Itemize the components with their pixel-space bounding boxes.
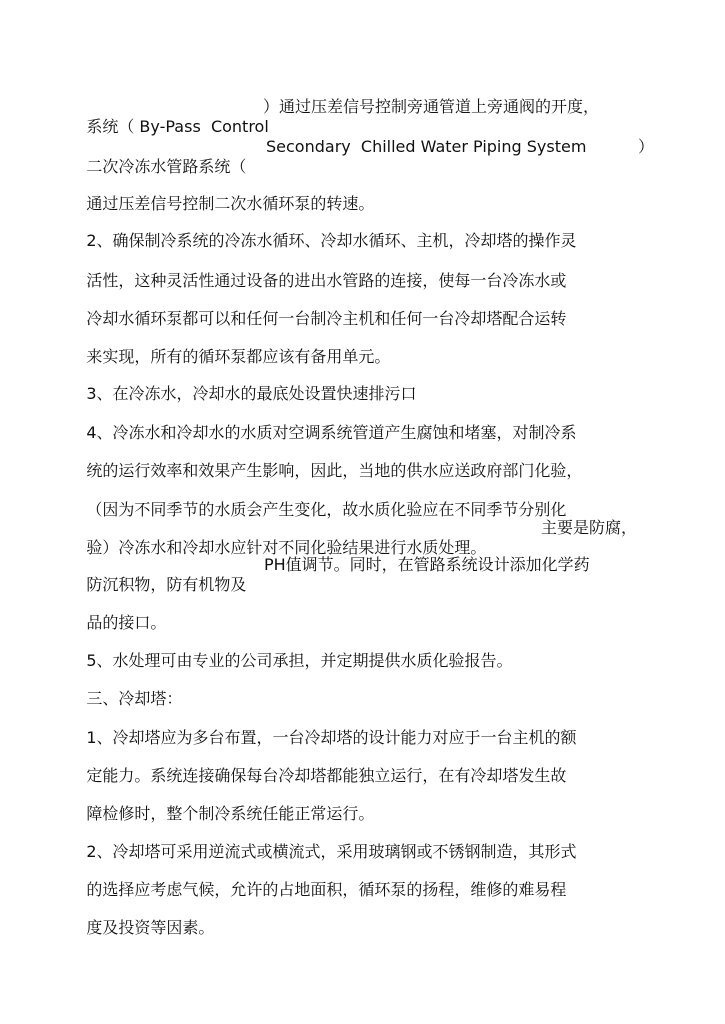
text-segment: 主要是防腐， bbox=[541, 518, 638, 537]
text-segment: 5、水处理可由专业的公司承担，并定期提供水质化验报告。 bbox=[86, 651, 513, 670]
text-segment: PH值调节。同时，在管路系统设计添加化学药 bbox=[264, 555, 590, 574]
text-segment: （因为不同季节的水质会产生变化，故水质化验应在不同季节分别化 bbox=[86, 500, 567, 519]
text-segment: 二次冷冻水管路系统（ bbox=[86, 157, 247, 176]
text-segment: 2、冷却塔可采用逆流式或横流式，采用玻璃钢或不锈钢制造，其形式 bbox=[86, 842, 577, 861]
text-segment: 品的接口。 bbox=[86, 613, 167, 632]
text-segment: 2、确保制冷系统的冷冻水循环、冷却水循环、主机，冷却塔的操作灵 bbox=[86, 231, 577, 250]
text-segment: 定能力。系统连接确保每台冷却塔都能独立运行，在有冷却塔发生故 bbox=[86, 766, 567, 785]
text-segment: 3、在冷冻水，冷却水的最底处设置快速排污口 bbox=[86, 384, 417, 403]
text-segment: ）通过压差信号控制旁通管道上旁通阀的开度， bbox=[263, 97, 600, 116]
text-segment: 验）冷冻水和冷却水应针对不同化验结果进行水质处理。 bbox=[86, 538, 487, 557]
text-segment: 通过压差信号控制二次水循环泵的转速。 bbox=[86, 194, 375, 213]
text-segment: 来实现，所有的循环泵都应该有备用单元。 bbox=[86, 347, 391, 366]
text-segment: 度及投资等因素。 bbox=[86, 918, 215, 937]
text-segment: 障检修时，整个制冷系统任能正常运行。 bbox=[86, 804, 375, 823]
text-segment: 三、冷却塔： bbox=[86, 689, 183, 708]
text-segment: 的选择应考虑气候，允许的占地面积，循环泵的扬程，维修的难易程 bbox=[86, 880, 567, 899]
text-line bbox=[66, 898, 214, 958]
text-segment: 4、冷冻水和冷却水的水质对空调系统管道产生腐蚀和堵塞，对制冷系 bbox=[86, 423, 577, 442]
text-segment: ） bbox=[638, 137, 655, 156]
text-segment: 冷却水循环泵都可以和任何一台制冷主机和任何一台冷却塔配合运转 bbox=[86, 309, 567, 328]
text-segment: 1、冷却塔应为多台布置，一台冷却塔的设计能力对应于一台主机的额 bbox=[86, 728, 577, 747]
text-segment: 活性，这种灵活性通过设备的进出水管路的连接，使每一台冷冻水或 bbox=[86, 271, 567, 290]
text-segment: 系统（ By-Pass Control bbox=[86, 117, 269, 136]
text-segment: Secondary Chilled Water Piping System bbox=[266, 137, 587, 156]
text-segment: 防沉积物，防有机物及 bbox=[86, 575, 247, 594]
text-segment: 统的运行效率和效果产生影响，因此，当地的供水应送政府部门化验， bbox=[86, 461, 583, 480]
